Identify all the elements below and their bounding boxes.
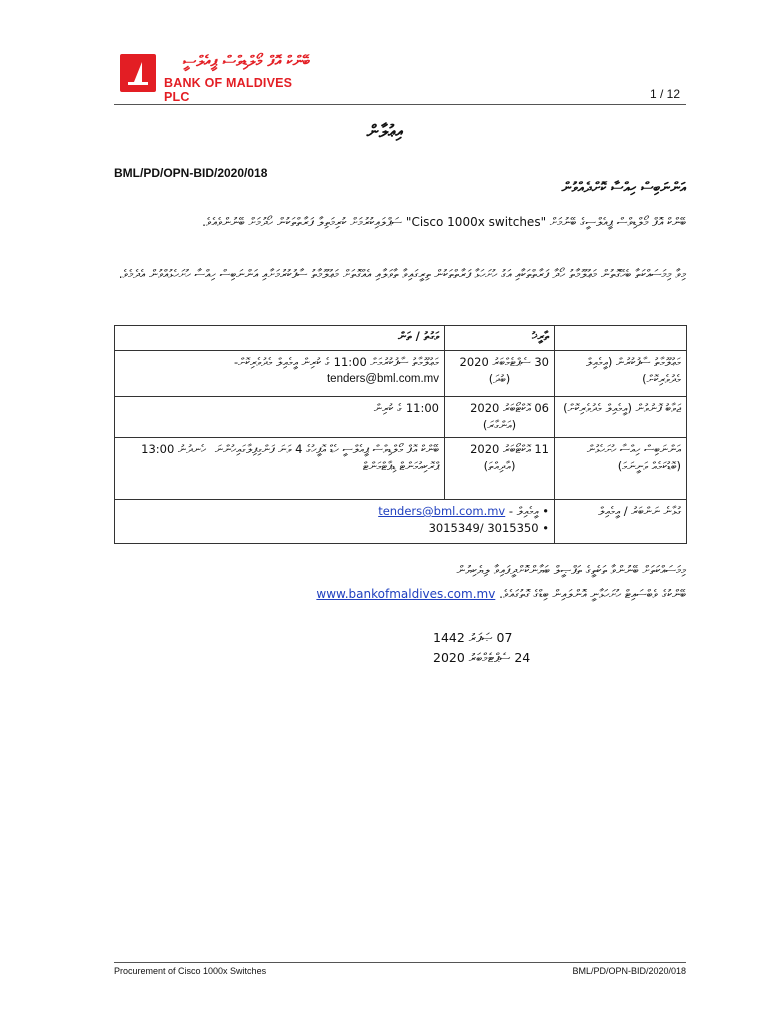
note-line-1: މިމަސައްކަތަށް ބޭނުންވާ ތަކެތީގެ ތަފްޞީލް ބަޔާންކޮށްދީފައިވާ ލިޔެކިޔުން: [456, 563, 686, 577]
date-hijri: 07 ޞަފަރު 1442: [433, 630, 513, 645]
row3-month: އޮކްޓޯބަރު: [503, 442, 531, 456]
footer-title: Procurement of Cisco 1000x Switches: [114, 966, 267, 976]
row2-item: ޖަވާބު ފޮނުވުން (އީމެއިލް މެދުވެރިކޮށް): [555, 397, 687, 438]
row3-day: 11: [534, 442, 549, 456]
footer-divider: [114, 962, 686, 963]
row1-time: މަޢުލޫމާތު ސާފުކުރުމަށް 11:00 ގެ ކުރިން އީމެއިލް މެދުވެރިކޮށް-: [233, 355, 439, 369]
row3-weekday: (އާދިއްތަ): [483, 459, 516, 473]
logo-english-text: BANK OF MALDIVES PLC: [164, 76, 293, 104]
reference-number: BML/PD/OPN-BID/2020/018: [114, 166, 268, 180]
row2-day: 06: [534, 401, 549, 415]
note-line-2: ބޭންކުގެ ވެބްސައިޓް ހުށަހަޅާނީ އޮންލައިން ބިޑްގެ ގޮތުގައެވެ.: [499, 587, 686, 601]
row1-email: tenders@bml.com.mv: [326, 373, 439, 385]
contact-email-link[interactable]: tenders@bml.com.mv: [378, 504, 506, 518]
page-title: އިޢުލާން: [366, 122, 404, 142]
row2-month: އޮކްޓޯބަރު: [503, 401, 531, 415]
contact-phones: 3015350 /3015349: [428, 521, 539, 535]
row1-day: 30: [534, 355, 549, 369]
date-gregorian: 24 ސެޕްޓެމްބަރު 2020: [433, 650, 531, 665]
row2-year: 2020: [470, 401, 500, 415]
header-divider: [114, 104, 686, 105]
document-note: [111, 558, 686, 606]
row3-item: އަންނަބިސް ހިއްސާ ހުށަހެޅުން (ބޮޑުކަމެއް ވަނީނަމަ): [555, 438, 687, 500]
website-link[interactable]: www.bankofmaldives.com.mv: [316, 587, 496, 601]
intro-paragraph: ބޭންކް އޮފް މޯލްޑިވްސް ޕީއެލްސީގެ ބޭނުމަށް "Cisco 1000x switches" ސަޕްލައިކުރުމަށް ކުރިމަތިލާ ފަރާތްތަކުން ހޯދުމަށް ބޭނުންވެއެވެ.: [202, 215, 686, 229]
row3-place: ބޭންކް އޮފް މޯލްޑިވްސް ޕީއެލްސީ ހެޑް އޮފީހުގެ 4 ވަނަ ފަންގިފިލާގައިހުންނަ ޕްރޮކިއުމަންޓް ޑިޕާޓްމަންޓް: [214, 442, 439, 473]
instructions-paragraph: މިވާ މިމަސައްކަތާ ބެހޭގޮތުން މަޢުލޫމާތު ހޯދާ ފަރާތްތަކާއި އަގު ހުށަހަޅާ ފަރާތްތަކުން ތިރީގައިވާ ތާވަލާއި އެއްގޮތަށް މަޢުލޫމާތު ސާފުކުރުމަށާއި އަންނަބިސް ހިއްސާ ހުށަހެޅުއްވުން އެދެމެވެ.: [118, 267, 686, 281]
row1-year: 2020: [459, 355, 489, 369]
row1-item: މަޢުލޫމާތު ސާފުކުރުން (އީމެއިލް މެދުވެރިކޮށް): [555, 351, 687, 397]
row2-weekday: (އަންގާރަ): [482, 418, 517, 432]
row3-year: 2020: [470, 442, 500, 456]
contact-email-prefix: އީމެއިލް -: [508, 504, 539, 518]
page-number: 1 / 12: [649, 87, 680, 101]
row1-month: ސެޕްޓެމްބަރު: [492, 355, 531, 369]
schedule-table: [114, 325, 687, 544]
header-time-place: ވަގުތު / ތަން: [115, 326, 445, 351]
table-row: • އީމެއިލް - tenders@bml.com.mv • 3015350 /3015349 ގުޅާނެ ނަންބަރު / އީމެއިލް: [115, 500, 687, 544]
table-header-row: [115, 326, 687, 351]
row1-weekday: (ބުދަ): [488, 372, 511, 386]
row2-time: 11:00 ގެ ކުރިން: [115, 397, 445, 438]
contact-label: ގުޅާނެ ނަންބަރު / އީމެއިލް: [555, 500, 687, 544]
logo-dhivehi-text: ބޭންކް އޮފް މޯލްޑިވްސް ޕީއެލްސީ: [182, 52, 310, 70]
header-item: [555, 326, 687, 351]
table-row: [115, 438, 687, 500]
table-row: [115, 351, 687, 397]
sail-logo-icon: [120, 54, 156, 92]
table-row: [115, 397, 687, 438]
row3-time: ހެނދުނު 13:00: [141, 442, 206, 456]
bank-logo: [120, 50, 310, 104]
footer-reference: BML/PD/OPN-BID/2020/018: [572, 966, 686, 976]
section-heading: އަންނަބިސް ހިއްސާ ކޮށްދެއްވުން: [561, 180, 686, 196]
header-date: ތާރީޚު: [445, 326, 555, 351]
